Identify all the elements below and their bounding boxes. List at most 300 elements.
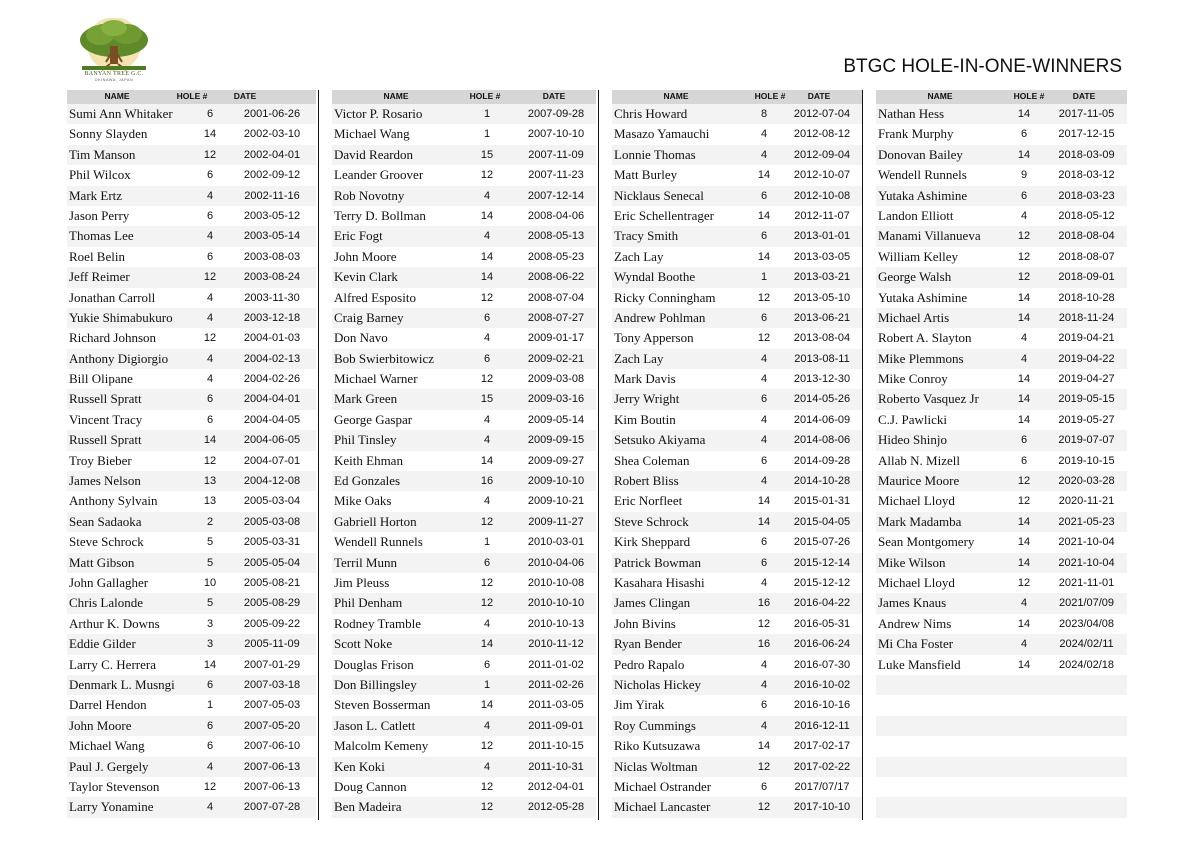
- winner-name: Terry D. Bollman: [334, 207, 426, 223]
- winner-hole: 15: [480, 148, 494, 161]
- winner-date: 2013-03-05: [793, 250, 851, 263]
- winner-date: 2014-06-09: [793, 413, 851, 426]
- winner-name: Zach Lay: [614, 350, 664, 366]
- winner-name: Roel Belin: [69, 248, 125, 264]
- winner-hole: 1: [483, 678, 491, 691]
- winner-date: 2005-08-29: [243, 597, 301, 610]
- table-row: [612, 634, 862, 654]
- winner-date: 2012-10-07: [793, 169, 851, 182]
- winner-hole: 14: [203, 658, 217, 671]
- winner-name: Jim Yirak: [614, 697, 665, 713]
- table-row: [332, 288, 596, 308]
- table-row: [612, 757, 862, 777]
- winner-hole: 6: [206, 719, 214, 732]
- column-divider: [862, 90, 863, 820]
- winner-date: 2005-05-04: [243, 556, 301, 569]
- winner-date: 2014-05-26: [793, 393, 851, 406]
- winner-date: 2024/02/11: [1059, 638, 1114, 651]
- winner-hole: 13: [203, 495, 217, 508]
- winner-date: 2007-05-20: [243, 719, 301, 732]
- winner-date: 2008-07-04: [527, 291, 585, 304]
- table-row: [67, 451, 316, 471]
- winner-name: Allab N. Mizell: [878, 452, 960, 468]
- winner-date: 2009-09-27: [527, 454, 585, 467]
- winner-date: 2008-05-23: [527, 250, 585, 263]
- winner-hole: 14: [757, 495, 771, 508]
- winner-date: 2018-09-01: [1058, 271, 1115, 284]
- winner-name: Michael Wang: [334, 126, 410, 142]
- winner-hole: 12: [1017, 576, 1031, 589]
- table-row: [876, 267, 1127, 287]
- winner-date: 2009-02-21: [527, 352, 585, 365]
- winner-date: 2002-09-12: [243, 169, 301, 182]
- winner-name: Scott Noke: [334, 636, 393, 652]
- winner-name: Frank Murphy: [878, 126, 954, 142]
- table-row: [332, 124, 596, 144]
- winner-name: William Kelley: [878, 248, 958, 264]
- table-row: [612, 777, 862, 797]
- table-row: [67, 288, 316, 308]
- winner-name: Jeff Reimer: [69, 269, 130, 285]
- winner-name: Michael Wang: [69, 738, 145, 754]
- winner-hole: 4: [1020, 352, 1028, 365]
- table-row: [67, 145, 316, 165]
- club-logo: [72, 18, 156, 84]
- table-row: [876, 757, 1127, 777]
- winner-date: 2004-04-05: [243, 413, 301, 426]
- table-row: [67, 573, 316, 593]
- table-row: [612, 226, 862, 246]
- winner-name: Sean Montgomery: [878, 534, 975, 550]
- table-row: [876, 553, 1127, 573]
- winner-name: Bill Olipane: [69, 371, 133, 387]
- winner-date: 2020-03-28: [1058, 475, 1115, 488]
- winner-name: Sean Sadaoka: [69, 513, 142, 529]
- winner-hole: 4: [206, 291, 214, 304]
- table-row: [67, 308, 316, 328]
- winner-hole: 6: [206, 250, 214, 263]
- table-row: [876, 145, 1127, 165]
- table-row: [612, 145, 862, 165]
- table-row: [332, 655, 596, 675]
- winner-name: Rob Novotny: [334, 187, 405, 203]
- winner-hole: 6: [483, 658, 491, 671]
- winner-date: 2002-03-10: [243, 128, 301, 141]
- winner-name: Maurice Moore: [878, 473, 960, 489]
- winner-hole: 4: [206, 189, 214, 202]
- winner-hole: 4: [760, 148, 768, 161]
- winner-hole: 12: [480, 373, 494, 386]
- table-row: [876, 777, 1127, 797]
- table-row: [612, 104, 862, 124]
- winner-hole: 16: [757, 638, 771, 651]
- winner-date: 2014-08-06: [793, 434, 851, 447]
- winner-name: Mark Davis: [614, 371, 676, 387]
- winner-hole: 4: [760, 373, 768, 386]
- winner-name: Phil Denham: [334, 595, 403, 611]
- table-row: [876, 695, 1127, 715]
- table-row: [67, 491, 316, 511]
- table-row: [332, 573, 596, 593]
- table-row: [332, 267, 596, 287]
- winner-date: 2012-11-07: [794, 209, 850, 222]
- winner-date: 2020-11-21: [1058, 495, 1115, 508]
- table-row: [332, 614, 596, 634]
- table-row: [876, 471, 1127, 491]
- winner-date: 2017-02-17: [793, 740, 851, 753]
- winner-name: Steven Bosserman: [334, 697, 431, 713]
- winner-hole: 4: [760, 658, 768, 671]
- winner-date: 2007-06-10: [243, 740, 301, 753]
- winner-hole: 6: [760, 780, 768, 793]
- winner-hole: 1: [483, 108, 491, 120]
- winner-hole: 14: [1017, 311, 1031, 324]
- winner-name: Leander Groover: [334, 167, 424, 183]
- winner-date: 2005-03-08: [243, 515, 301, 528]
- winner-hole: 14: [1017, 291, 1031, 304]
- winner-date: 2008-05-13: [527, 230, 585, 243]
- winner-hole: 13: [203, 475, 217, 488]
- table-row: [612, 675, 862, 695]
- winner-name: Michael Lloyd: [878, 574, 955, 590]
- table-row: [876, 675, 1127, 695]
- winner-hole: 4: [1020, 638, 1028, 651]
- winner-date: 2016-06-24: [793, 638, 851, 651]
- table-row: [332, 410, 596, 430]
- winner-hole: 16: [757, 597, 771, 610]
- winner-name: Darrel Hendon: [69, 697, 147, 713]
- winner-date: 2007-06-13: [243, 760, 301, 773]
- winner-hole: 14: [480, 454, 494, 467]
- winner-name: Kim Boutin: [614, 411, 676, 427]
- winner-name: Tony Apperson: [614, 330, 694, 346]
- winner-date: 2021-11-01: [1058, 576, 1115, 589]
- table-row: [332, 308, 596, 328]
- table-row: [876, 593, 1127, 613]
- table-row: [612, 247, 862, 267]
- winner-name: Larry Yonamine: [69, 799, 154, 815]
- winners-column-3: [612, 90, 862, 818]
- winner-date: 2011-01-02: [528, 658, 584, 671]
- column-header: [67, 90, 316, 104]
- winner-hole: 14: [1017, 617, 1031, 630]
- winner-hole: 1: [483, 536, 491, 549]
- winner-date: 2003-08-24: [243, 271, 301, 284]
- winner-date: 2019-05-15: [1058, 393, 1115, 406]
- table-row: [67, 634, 316, 654]
- winner-name: Mike Conroy: [878, 371, 948, 387]
- table-row: [876, 716, 1127, 736]
- table-row: [67, 695, 316, 715]
- winner-date: 2011-10-31: [528, 760, 584, 773]
- winner-date: 2015-12-14: [793, 556, 851, 569]
- winner-name: Douglas Frison: [334, 656, 414, 672]
- table-row: [612, 410, 862, 430]
- winner-hole: 12: [480, 169, 494, 182]
- table-row: [876, 491, 1127, 511]
- table-row: [332, 532, 596, 552]
- winner-name: Andrew Pohlman: [614, 309, 706, 325]
- winner-date: 2003-12-18: [243, 311, 301, 324]
- table-row: [876, 328, 1127, 348]
- winner-date: 2009-09-15: [527, 434, 585, 447]
- winner-hole: 14: [480, 250, 494, 263]
- winner-date: 2017-12-15: [1058, 128, 1115, 141]
- winner-hole: 1: [760, 271, 768, 284]
- winner-hole: 6: [1020, 434, 1028, 447]
- winner-name: Eddie Gilder: [69, 636, 136, 652]
- table-row: [612, 288, 862, 308]
- winner-hole: 6: [1020, 454, 1028, 467]
- winner-date: 2009-10-10: [527, 475, 585, 488]
- winner-hole: 4: [483, 413, 491, 426]
- winner-name: James Nelson: [69, 473, 141, 489]
- winner-hole: 6: [483, 311, 491, 324]
- winner-hole: 4: [483, 617, 491, 630]
- winner-name: Lonnie Thomas: [614, 146, 696, 162]
- winner-name: David Reardon: [334, 146, 414, 162]
- winner-date: 2014-10-28: [793, 475, 851, 488]
- winner-hole: 6: [760, 230, 768, 243]
- table-row: [876, 797, 1127, 817]
- winner-hole: 4: [483, 189, 491, 202]
- winner-date: 2007-05-03: [243, 699, 301, 712]
- winner-date: 2005-09-22: [243, 617, 301, 630]
- header-date: DATE: [807, 91, 831, 101]
- winner-hole: 14: [757, 740, 771, 753]
- winner-date: 2009-03-08: [527, 373, 585, 386]
- winner-date: 2015-12-12: [793, 576, 851, 589]
- winner-name: Hideo Shinjo: [878, 432, 947, 448]
- winner-name: Tracy Smith: [614, 228, 679, 244]
- winner-name: Keith Ehman: [334, 452, 403, 468]
- table-row: [612, 206, 862, 226]
- table-row: [612, 797, 862, 817]
- winner-name: Matt Burley: [614, 167, 678, 183]
- header-hole: HOLE #: [469, 91, 501, 101]
- winner-hole: 6: [206, 169, 214, 182]
- winner-name: George Walsh: [878, 269, 952, 285]
- winner-date: 2013-08-11: [794, 352, 850, 365]
- table-row: [876, 532, 1127, 552]
- winner-name: Roy Cummings: [614, 717, 696, 733]
- table-row: [612, 512, 862, 532]
- winner-date: 2007-03-18: [243, 678, 301, 691]
- winner-date: 2007-06-13: [243, 780, 301, 793]
- winner-hole: 4: [760, 352, 768, 365]
- winner-hole: 4: [483, 719, 491, 732]
- table-row: [876, 226, 1127, 246]
- table-row: [876, 512, 1127, 532]
- winner-name: Wendell Runnels: [878, 167, 967, 183]
- winner-date: 2010-10-10: [527, 597, 585, 610]
- winner-date: 2007-01-29: [243, 658, 301, 671]
- winner-name: Riko Kutsuzawa: [614, 738, 701, 754]
- winner-date: 2018-03-09: [1058, 148, 1115, 161]
- winner-name: Kirk Sheppard: [614, 534, 691, 550]
- table-row: [332, 104, 596, 124]
- winner-date: 2011-09-01: [528, 719, 584, 732]
- winner-date: 2019-10-15: [1058, 454, 1115, 467]
- table-row: [612, 736, 862, 756]
- winner-date: 2015-01-31: [793, 495, 851, 508]
- winner-date: 2016-10-02: [793, 678, 851, 691]
- column-divider: [318, 90, 319, 820]
- winner-hole: 4: [760, 128, 768, 141]
- winner-date: 2021-05-23: [1058, 515, 1115, 528]
- winner-hole: 12: [480, 780, 494, 793]
- winner-name: Victor P. Rosario: [334, 106, 423, 121]
- winner-name: Tim Manson: [69, 146, 136, 162]
- winner-hole: 15: [480, 393, 494, 406]
- table-row: [876, 247, 1127, 267]
- winner-hole: 14: [480, 699, 494, 712]
- table-row: [876, 369, 1127, 389]
- winner-name: Mi Cha Foster: [878, 636, 954, 652]
- table-row: [67, 471, 316, 491]
- winner-name: Mike Plemmons: [878, 350, 964, 366]
- winner-name: Russell Spratt: [69, 391, 142, 407]
- winner-name: Patrick Bowman: [614, 554, 702, 570]
- column-header: [332, 90, 596, 104]
- winner-hole: 4: [206, 760, 214, 773]
- winners-column-2: [332, 90, 596, 818]
- winner-hole: 14: [1017, 373, 1031, 386]
- table-row: [876, 124, 1127, 144]
- winner-hole: 6: [206, 413, 214, 426]
- winner-name: Zach Lay: [614, 248, 664, 264]
- winner-date: 2012-05-28: [527, 801, 585, 814]
- winner-hole: 12: [203, 148, 217, 161]
- winner-date: 2018-08-07: [1058, 250, 1115, 263]
- winner-hole: 14: [1017, 413, 1031, 426]
- winner-name: Don Billingsley: [334, 676, 417, 692]
- table-row: [612, 186, 862, 206]
- winner-name: Craig Barney: [334, 309, 404, 325]
- winner-date: 2004-02-26: [243, 373, 301, 386]
- table-row: [612, 451, 862, 471]
- table-row: [67, 267, 316, 287]
- table-row: [67, 757, 316, 777]
- table-row: [332, 328, 596, 348]
- winner-hole: 4: [1020, 209, 1028, 222]
- winner-date: 2017/07/17: [794, 780, 850, 793]
- winner-hole: 14: [757, 515, 771, 528]
- winner-name: Jonathan Carroll: [69, 289, 156, 305]
- page-title: BTGC HOLE-IN-ONE-WINNERS: [843, 56, 1122, 77]
- winner-date: 2019-04-22: [1058, 352, 1115, 365]
- table-row: [612, 430, 862, 450]
- header-date: DATE: [542, 91, 566, 101]
- winner-name: John Moore: [334, 248, 397, 264]
- table-row: [332, 389, 596, 409]
- winner-hole: 12: [757, 332, 771, 345]
- table-row: [332, 634, 596, 654]
- winner-date: 2012-10-08: [793, 189, 851, 202]
- winner-name: Gabriell Horton: [334, 513, 417, 529]
- winner-name: Russell Spratt: [69, 432, 142, 448]
- winner-date: 2007-10-10: [527, 128, 585, 141]
- winner-hole: 12: [203, 780, 217, 793]
- winner-hole: 6: [206, 393, 214, 406]
- winner-hole: 4: [206, 311, 214, 324]
- table-row: [67, 124, 316, 144]
- winner-name: Michael Ostrander: [614, 778, 712, 794]
- table-row: [612, 389, 862, 409]
- table-row: [332, 736, 596, 756]
- winner-name: Eric Fogt: [334, 228, 383, 244]
- winner-date: 2016-04-22: [793, 597, 851, 610]
- winner-hole: 6: [760, 393, 768, 406]
- winner-hole: 6: [206, 740, 214, 753]
- winner-date: 2016-07-30: [793, 658, 851, 671]
- table-row: [332, 797, 596, 817]
- winner-name: Phil Tinsley: [334, 432, 397, 448]
- winner-name: Ricky Conningham: [614, 289, 716, 305]
- winner-date: 2009-03-16: [527, 393, 585, 406]
- table-row: [67, 247, 316, 267]
- winner-name: Terril Munn: [334, 554, 397, 570]
- winner-hole: 6: [760, 311, 768, 324]
- winner-hole: 2: [206, 515, 214, 528]
- winner-date: 2018-11-24: [1058, 311, 1115, 324]
- table-row: [612, 308, 862, 328]
- winner-hole: 12: [757, 291, 771, 304]
- winner-date: 2004-02-13: [243, 352, 301, 365]
- winner-date: 2016-12-11: [794, 719, 850, 732]
- winner-hole: 6: [760, 556, 768, 569]
- winner-date: 2003-05-12: [243, 209, 301, 222]
- winner-name: Jason L. Catlett: [334, 717, 416, 733]
- winner-hole: 12: [1017, 230, 1031, 243]
- winner-name: Landon Elliott: [878, 207, 954, 223]
- winner-name: Ryan Bender: [614, 636, 682, 652]
- table-row: [612, 471, 862, 491]
- table-row: [332, 247, 596, 267]
- winner-hole: 4: [760, 678, 768, 691]
- winner-hole: 14: [757, 169, 771, 182]
- winner-name: Nicklaus Senecal: [614, 187, 704, 203]
- winner-name: Steve Schrock: [69, 534, 144, 550]
- winner-date: 2008-04-06: [527, 209, 585, 222]
- table-row: [876, 451, 1127, 471]
- winner-date: 2010-03-01: [527, 536, 585, 549]
- winner-hole: 4: [206, 373, 214, 386]
- winner-name: Paul J. Gergely: [69, 758, 149, 774]
- winner-date: 2004-06-05: [243, 434, 301, 447]
- winner-date: 2018-08-04: [1058, 230, 1115, 243]
- winner-hole: 12: [203, 332, 217, 345]
- winner-name: Bob Swierbitowicz: [334, 350, 435, 366]
- winner-name: George Gaspar: [334, 411, 413, 427]
- winner-date: 2019-04-27: [1058, 373, 1115, 386]
- winner-name: Mark Madamba: [878, 513, 962, 529]
- winner-name: Mike Wilson: [878, 554, 946, 570]
- winner-name: Mike Oaks: [334, 493, 392, 509]
- winner-name: Kevin Clark: [334, 269, 398, 285]
- winner-name: Ed Gonzales: [334, 473, 401, 489]
- table-row: [876, 614, 1127, 634]
- winner-date: 2018-03-23: [1058, 189, 1115, 202]
- winner-name: John Moore: [69, 717, 132, 733]
- table-row: [332, 206, 596, 226]
- winner-name: Setsuko Akiyama: [614, 432, 706, 448]
- winner-name: Chris Lalonde: [69, 595, 144, 611]
- winner-hole: 14: [1017, 515, 1031, 528]
- winner-date: 2024/02/18: [1058, 658, 1115, 671]
- header-name: NAME: [383, 91, 409, 101]
- table-row: [876, 389, 1127, 409]
